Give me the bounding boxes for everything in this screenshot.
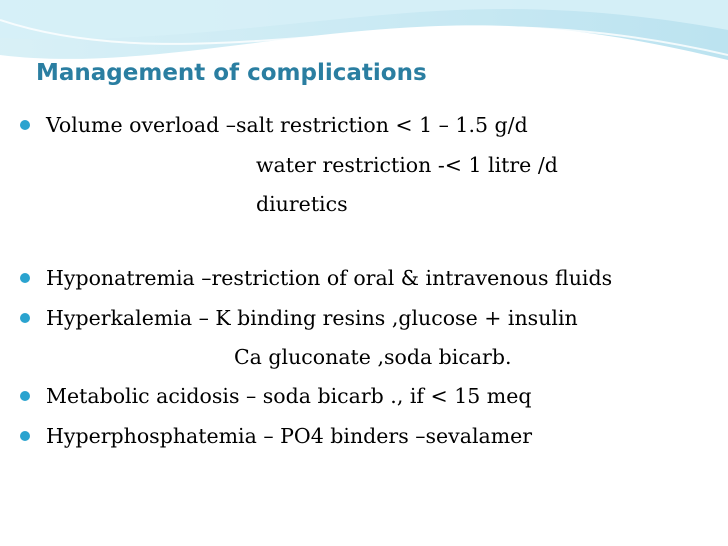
list-item: Metabolic acidosis – soda bicarb ., if < 15 meq xyxy=(46,384,532,408)
list-item-continuation: water restriction -< 1 litre /d xyxy=(256,153,558,177)
list-item: Hyponatremia –restriction of oral & intravenous fluids xyxy=(46,266,613,290)
bullet-icon xyxy=(20,273,30,283)
list-item: Volume overload –salt restriction < 1 – 1.5 g/d xyxy=(46,113,528,137)
bullet-icon xyxy=(20,313,30,323)
list-item-continuation: Ca gluconate ,soda bicarb. xyxy=(234,345,512,369)
list-item: Hyperphosphatemia – PO4 binders –sevalamer xyxy=(46,424,533,448)
list-item: Hyperkalemia – K binding resins ,glucose + insulin xyxy=(46,306,578,330)
bullet-icon xyxy=(20,431,30,441)
list-item-continuation: diuretics xyxy=(256,192,348,216)
bullet-icon xyxy=(20,120,30,130)
slide-title: Management of complications xyxy=(36,60,427,86)
bullet-icon xyxy=(20,391,30,401)
